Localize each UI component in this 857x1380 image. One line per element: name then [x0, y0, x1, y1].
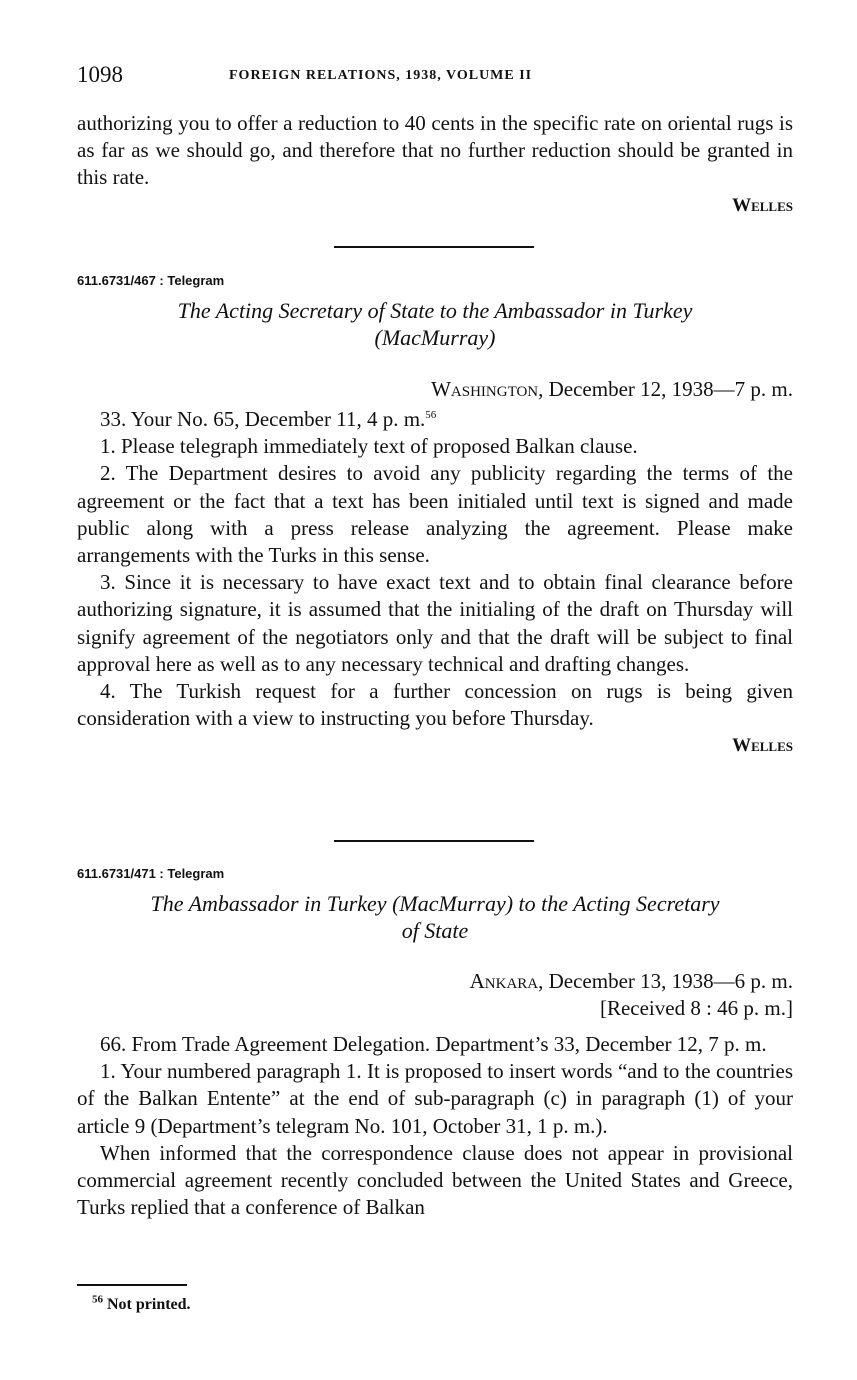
- running-title: FOREIGN RELATIONS, 1938, VOLUME II: [229, 68, 533, 83]
- title-line: (MacMurray): [374, 325, 496, 350]
- footnote-text: Not printed.: [103, 1296, 191, 1313]
- title-line: The Acting Secretary of State to the Ambassador in Turkey: [177, 298, 693, 323]
- signature: Welles: [732, 735, 793, 757]
- document-title: [77, 890, 793, 944]
- telegram-body: [77, 1031, 793, 1221]
- dateline: [470, 968, 793, 1022]
- file-number: 611.6731/467 : Telegram: [77, 273, 225, 288]
- paragraph: 1. Please telegraph immediately text of proposed Balkan clause.: [100, 434, 638, 459]
- telegram-body: [77, 406, 793, 760]
- date-time: , December 13, 1938—6 p. m.: [538, 969, 793, 993]
- continuation-paragraph: authorizing you to offer a reduction to 40 cents in the specific rate on oriental rugs is as far as we should go, and therefore that no further reduction should be granted in this rate.: [77, 111, 793, 190]
- document-title: [77, 297, 793, 351]
- section-divider: [334, 840, 534, 842]
- footnote-mark: 56: [92, 1293, 103, 1306]
- paragraph: 3. Since it is necessary to have exact text and to obtain final clearance before authorizing signature, it is assumed that the initialing of the draft on Thursday will signify agreement of the negotiators only and that the draft will be subject to final approval here as well as to any necessary technical and drafting changes.: [77, 570, 793, 676]
- place-name: Washington: [431, 377, 539, 401]
- paragraph: 2. The Department desires to avoid any publicity regarding the terms of the agreement or the fact that a text has been initialed until text is signed and made public along with a press release analyzing the agreement. Please make arrangements with the Turks in this sense.: [77, 461, 793, 568]
- received-time: [Received 8 : 46 p. m.]: [599, 996, 793, 1020]
- paragraph: 66. From Trade Agreement Delegation. Department’s 33, December 12, 7 p. m.: [100, 1032, 767, 1056]
- footnote-rule: [77, 1284, 187, 1286]
- page-number: 1098: [77, 62, 123, 87]
- page-header: [77, 62, 793, 92]
- paragraph: 1. Your numbered paragraph 1. It is proposed to insert words “and to the countries of the Balkan Entente” at the end of sub-paragraph (c) in paragraph (1) of your article 9 (Department’s telegram No. 101, October 31, 1 p. m.).: [77, 1059, 793, 1138]
- footnote-ref: 56: [425, 409, 437, 421]
- dateline: [431, 376, 793, 403]
- footnote: [92, 1293, 191, 1314]
- title-line: of State: [401, 918, 469, 943]
- signature: Welles: [732, 194, 793, 216]
- section-divider: [334, 246, 534, 248]
- title-line: The Ambassador in Turkey (MacMurray) to the Acting Secretary: [150, 891, 720, 916]
- paragraph: 4. The Turkish request for a further concession on rugs is being given consideration with a view to instructing you before Thursday.: [77, 679, 793, 731]
- paragraph: [77, 406, 793, 433]
- file-number: 611.6731/471 : Telegram: [77, 866, 225, 881]
- section-continuation: [77, 110, 793, 219]
- place-name: Ankara: [469, 969, 539, 993]
- paragraph-text: 33. Your No. 65, December 11, 4 p. m.: [100, 407, 426, 431]
- paragraph: When informed that the correspondence clause does not appear in provisional commercial agreement recently concluded between the United States and Greece, Turks replied that a conference of Balkan: [77, 1140, 793, 1220]
- date-time: , December 12, 1938—7 p. m.: [538, 377, 793, 401]
